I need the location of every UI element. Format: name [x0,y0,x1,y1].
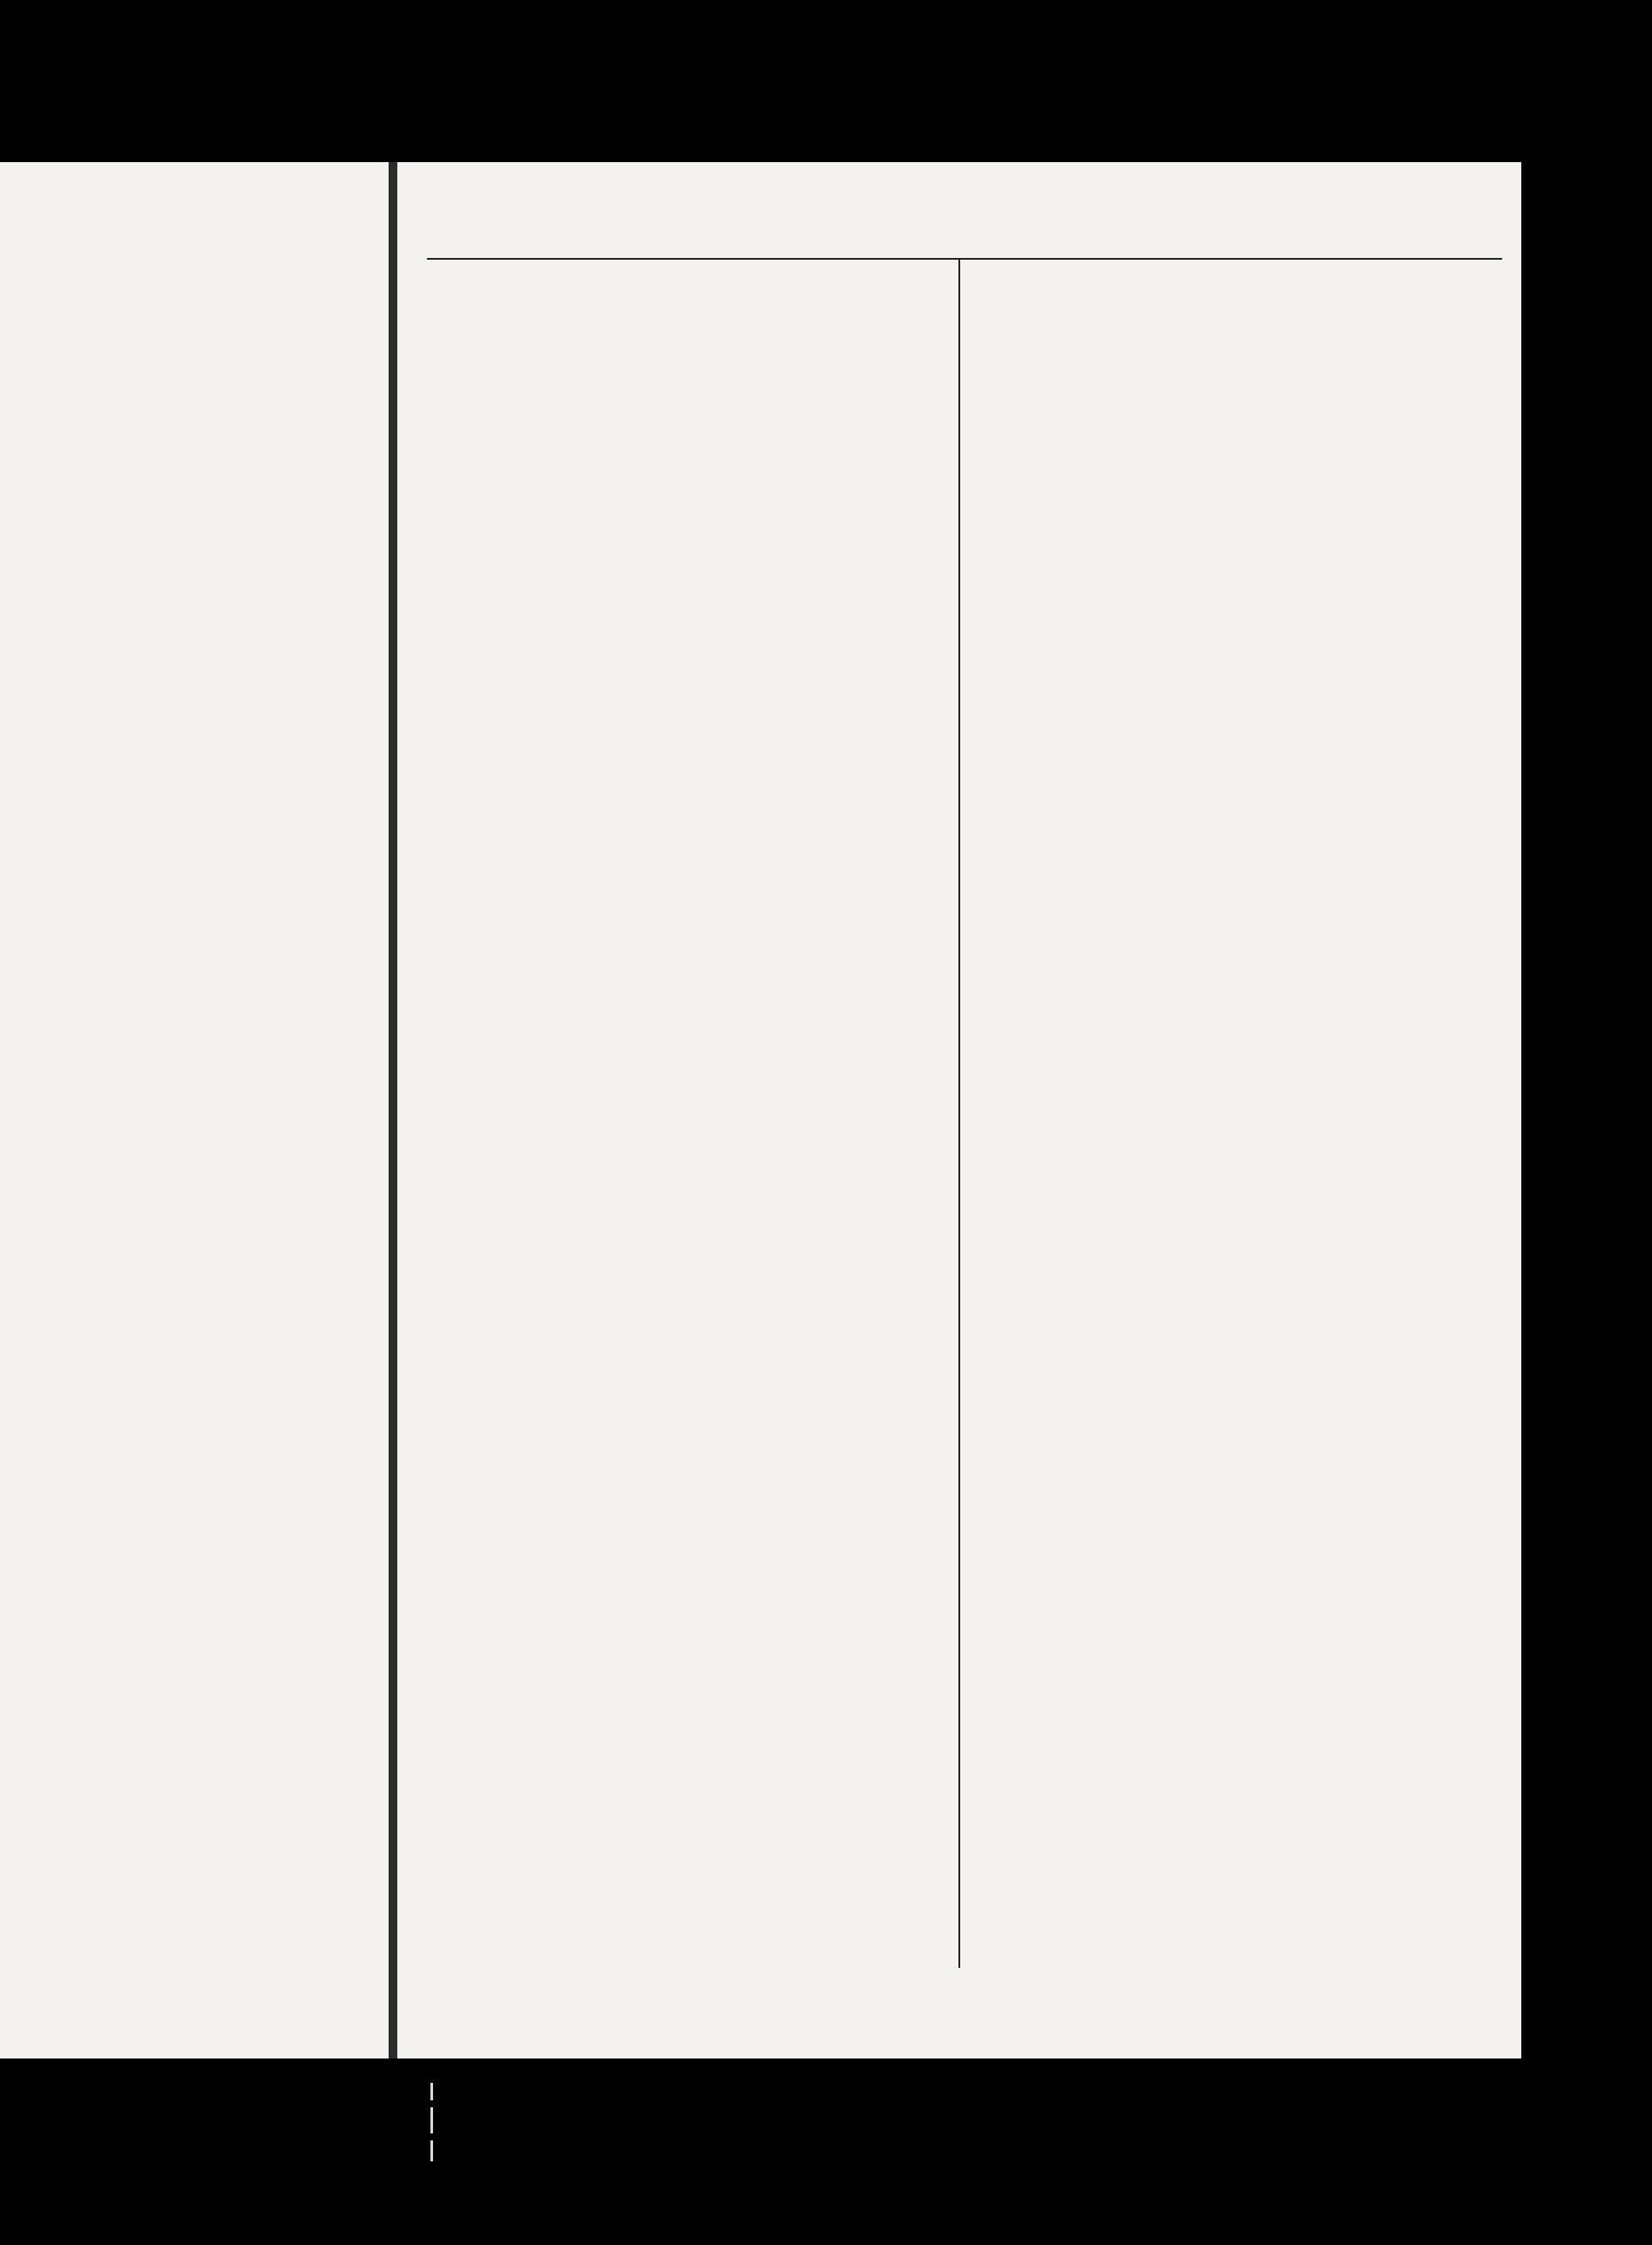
page-gutter [389,162,397,2058]
header-rule [427,258,1502,260]
middle-column [446,268,934,281]
right-page [397,162,1521,2058]
left-page-fragment [0,162,389,2058]
running-header [397,206,1521,258]
column-divider [958,260,960,1968]
film-edge-marks [430,2083,434,2187]
